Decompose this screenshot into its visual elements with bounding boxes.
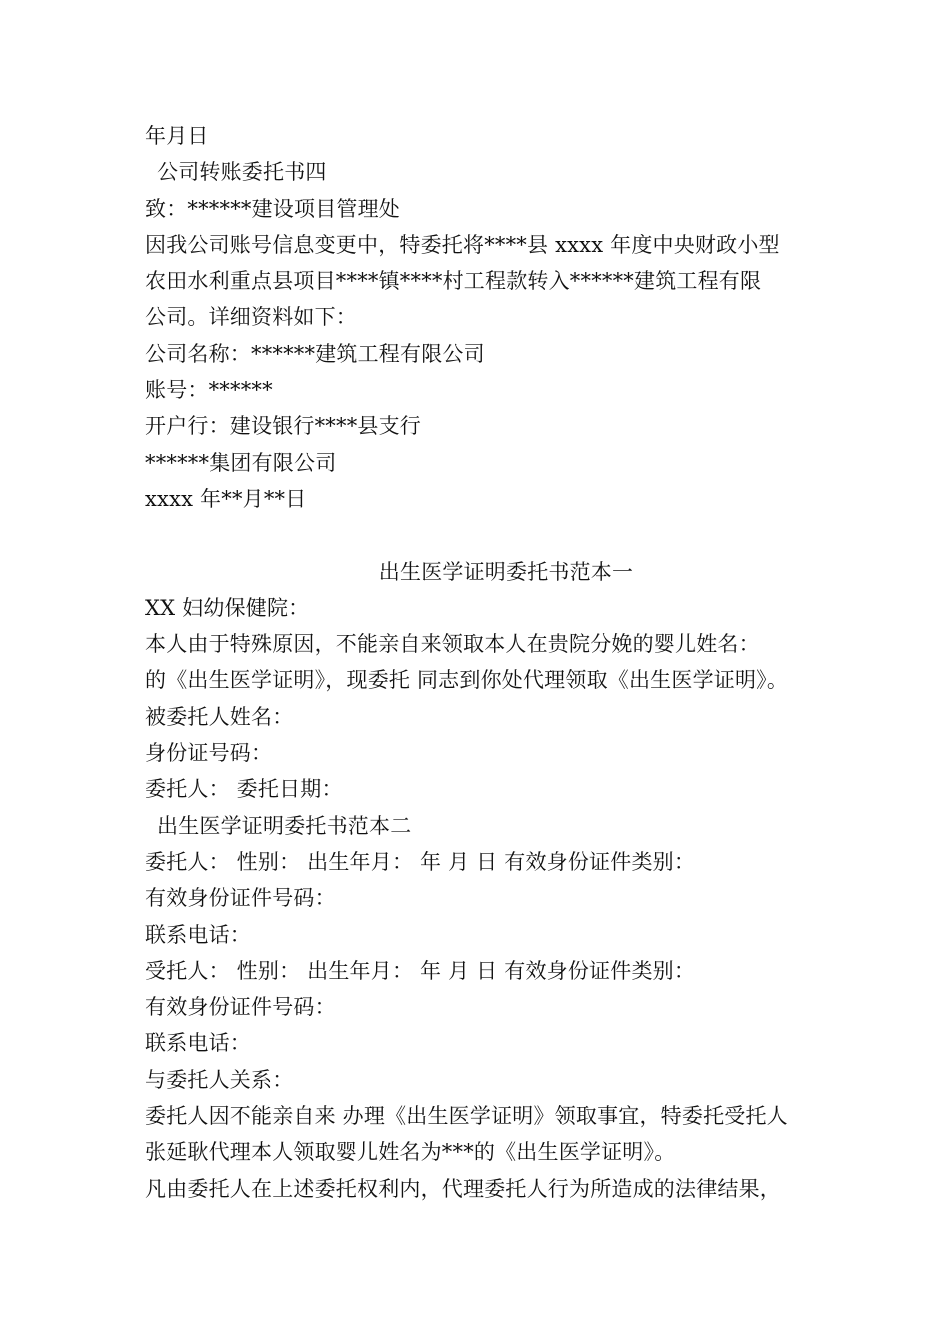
- relationship-line: 与委托人关系：: [145, 1067, 294, 1092]
- bank-line: 开户行：建设银行****县支行: [145, 414, 421, 439]
- signature-company: ******集团有限公司: [145, 450, 337, 475]
- agent-phone-line: 联系电话：: [145, 1031, 251, 1056]
- sample1-title: 出生医学证明委托书范本一: [378, 559, 634, 584]
- section4-title: 公司转账委托书四: [157, 160, 327, 185]
- body-paragraph-line: 农田水利重点县项目****镇****村工程款转入******建筑工程有限: [145, 269, 762, 294]
- principal-phone-line: 联系电话：: [145, 922, 251, 947]
- spacer: [145, 517, 825, 553]
- sign-date: xxxx 年**月**日: [145, 486, 307, 511]
- principal-info-line: 委托人： 性别： 出生年月： 年 月 日 有效身份证件类别：: [145, 849, 696, 874]
- sample2-body-line: 凡由委托人在上述委托权利内，代理委托人行为所造成的法律结果，: [145, 1176, 781, 1201]
- sample2-body-line: 张延耿代理本人领取婴儿姓名为***的《出生医学证明》。: [145, 1140, 676, 1165]
- account-line: 账号：******: [145, 378, 273, 403]
- principal-id-line: 有效身份证件号码：: [145, 886, 336, 911]
- to-line: 致：******建设项目管理处: [145, 196, 400, 221]
- sample2-body-line: 委托人因不能亲自来 办理《出生医学证明》领取事宜，特委托受托人: [145, 1104, 788, 1129]
- sample1-body-line: 的《出生医学证明》，现委托 同志到你处代理领取《出生医学证明》。: [145, 668, 789, 693]
- sample1-body-line: 本人由于特殊原因，不能亲自来领取本人在贵院分娩的婴儿姓名：: [145, 632, 760, 657]
- agent-info-line: 受托人： 性别： 出生年月： 年 月 日 有效身份证件类别：: [145, 958, 696, 983]
- sample2-title: 出生医学证明委托书范本二: [157, 813, 412, 838]
- body-paragraph-line: 公司。详细资料如下：: [145, 305, 357, 330]
- agent-id-line: 有效身份证件号码：: [145, 995, 336, 1020]
- company-name-line: 公司名称：******建筑工程有限公司: [145, 341, 485, 366]
- document-body: [145, 118, 825, 1207]
- body-paragraph-line: 因我公司账号信息变更中，特委托将****县 xxxx 年度中央财政小型: [145, 232, 780, 257]
- trustee-name-line: 被委托人姓名：: [145, 704, 294, 729]
- date-line: 年月日: [145, 124, 209, 148]
- hospital-line: XX 妇幼保健院：: [145, 595, 310, 620]
- id-number-line: 身份证号码：: [145, 741, 273, 766]
- principal-date-line: 委托人： 委托日期：: [145, 777, 343, 802]
